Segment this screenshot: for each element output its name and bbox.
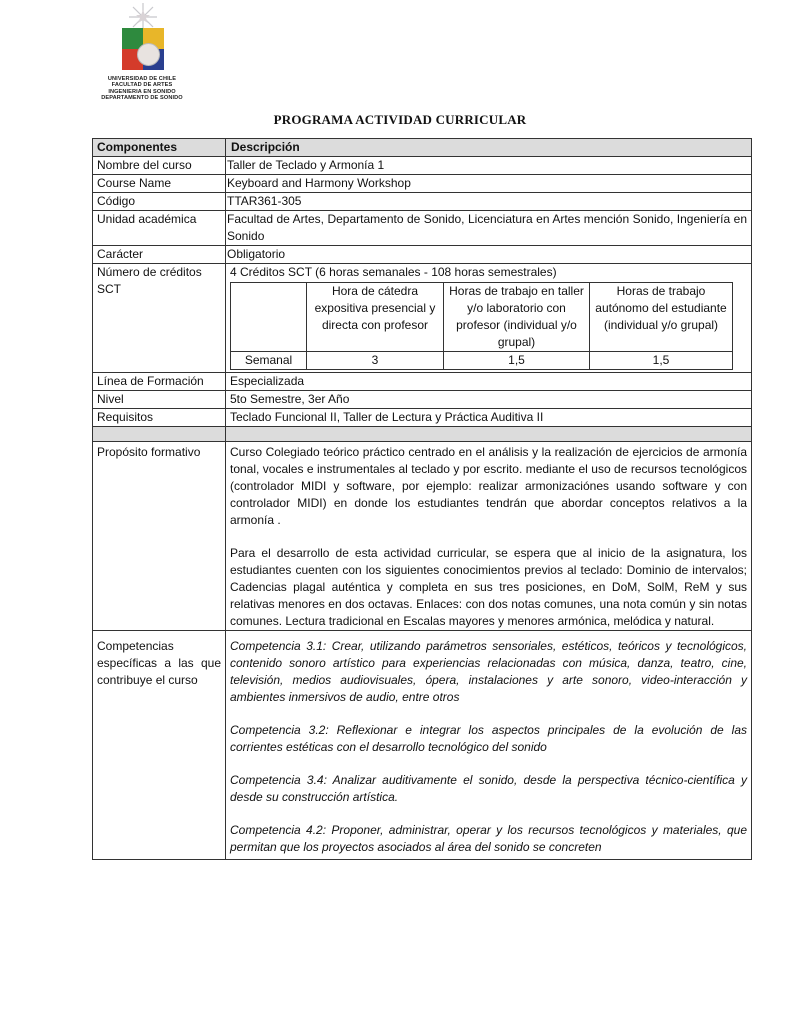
competencies-cell: [226, 631, 752, 860]
coat-of-arms-icon: [122, 28, 164, 70]
table-row: [93, 409, 752, 427]
hours-header-blank: [231, 283, 307, 352]
table-row: [93, 157, 752, 175]
competency-item: Competencia 3.2: Reflexionar e integrar los aspectos principales de la evolución de las corrientes estéticas con el desarrollo tecnológico del sonido: [230, 723, 747, 754]
competency-item: Competencia 3.4: Analizar auditivamente el sonido, desde la perspectiva técnico-científica y desde su construcción artística.: [230, 773, 747, 804]
course-name-en: Keyboard and Harmony Workshop: [226, 175, 752, 193]
table-row: [93, 193, 752, 211]
document-title: PROGRAMA ACTIVIDAD CURRICULAR: [273, 112, 527, 127]
table-row: [93, 442, 752, 631]
hours-row-semanal: [231, 352, 733, 370]
header-descripcion: Descripción: [226, 139, 752, 157]
table-row: [93, 391, 752, 409]
table-row: [93, 264, 752, 373]
prerequisites: Teclado Funcional II, Taller de Lectura y Práctica Auditiva II: [226, 409, 752, 427]
row-label: Nivel: [93, 391, 226, 409]
hours-header-taller: Horas de trabajo en taller y/o laboratorio con profesor (individual y/o grupal): [444, 283, 590, 352]
row-label: Competencias específicas a las que contribuye el curso: [93, 631, 226, 860]
hours-autonomo-value: 1,5: [590, 352, 733, 370]
purpose-paragraph: Curso Colegiado teórico práctico centrado en el análisis y la realización de ejercicios de armonía tonal, vocales e instrumentales al teclado y por escrito. mediante el uso de recursos tecnológicos (controlador MIDI y software, por ejemplo: realizar armonizaciónes usando software y con controlador MIDI) en donde los estudiantes tendrán que abordar conceptos relativos a la armonía .: [230, 445, 747, 527]
hours-row-label: Semanal: [231, 352, 307, 370]
table-row: [93, 175, 752, 193]
table-row: [93, 246, 752, 264]
competency-item: Competencia 3.1: Crear, utilizando parámetros sensoriales, estéticos, teóricos y tecnológicos, contenido sonoro artístico para experiencias relacionadas con música, danza, teatro, cine, televisión, medios audiovisuales, ópera, instalaciones y arte sonoro, video-interacción y ambientes inmersivos de audio, entre otros: [230, 639, 747, 704]
table-row: [93, 373, 752, 391]
training-line: Especializada: [226, 373, 752, 391]
credits-cell: [226, 264, 752, 373]
separator-row: [93, 427, 752, 442]
row-label: Línea de Formación: [93, 373, 226, 391]
row-label: Carácter: [93, 246, 226, 264]
purpose-cell: [226, 442, 752, 631]
purpose-paragraph: Para el desarrollo de esta actividad curricular, se espera que al inicio de la asignatura, los estudiantes cuenten con los siguientes conocimientos previos al teclado: Dominio de intervalos; Cadencias plagal auténtica y completa en sus tres posiciones, en DoM, SolM, ReM y sus relativas menores en dos octavas. Enlaces: con dos notas comunes, una nota común y sin notas comunes. Lectura tradicional en Escalas mayores y menores armónica, melódica y natural.: [230, 546, 747, 628]
row-label: Course Name: [93, 175, 226, 193]
hours-catedra-value: 3: [307, 352, 444, 370]
logo-caption: UNIVERSIDAD DE CHILE FACULTAD DE ARTES INGENIERIA EN SONIDO DEPARTAMENTO DE SONIDO: [101, 76, 183, 102]
curriculum-table: [92, 138, 752, 860]
hours-header-row: [231, 283, 733, 352]
row-label: Número de créditos SCT: [93, 264, 226, 373]
header-componentes: Componentes: [93, 139, 226, 157]
course-code: TTAR361-305: [226, 193, 752, 211]
hours-table: [230, 282, 733, 370]
academic-unit: Facultad de Artes, Departamento de Sonido, Licenciatura en Artes mención Sonido, Ingeniería en Sonido: [226, 211, 752, 246]
hours-header-catedra: Hora de cátedra expositiva presencial y directa con profesor: [307, 283, 444, 352]
university-logo: [92, 2, 192, 107]
table-header-row: [93, 139, 752, 157]
course-name-es: Taller de Teclado y Armonía 1: [226, 157, 752, 175]
row-label: Unidad académica: [93, 211, 226, 246]
row-label: Código: [93, 193, 226, 211]
course-character: Obligatorio: [226, 246, 752, 264]
credits-summary: 4 Créditos SCT (6 horas semanales - 108 horas semestrales): [230, 265, 557, 279]
table-row: [93, 631, 752, 860]
table-row: [93, 211, 752, 246]
course-level: 5to Semestre, 3er Año: [226, 391, 752, 409]
row-label: Requisitos: [93, 409, 226, 427]
hours-header-autonomo: Horas de trabajo autónomo del estudiante (individual y/o grupal): [590, 283, 733, 352]
row-label: Nombre del curso: [93, 157, 226, 175]
row-label: Propósito formativo: [93, 442, 226, 631]
hours-taller-value: 1,5: [444, 352, 590, 370]
competency-item: Competencia 4.2: Proponer, administrar, operar y los recursos tecnológicos y materiales, que permitan que los proyectos asociados al área del sonido se concreten: [230, 823, 747, 854]
